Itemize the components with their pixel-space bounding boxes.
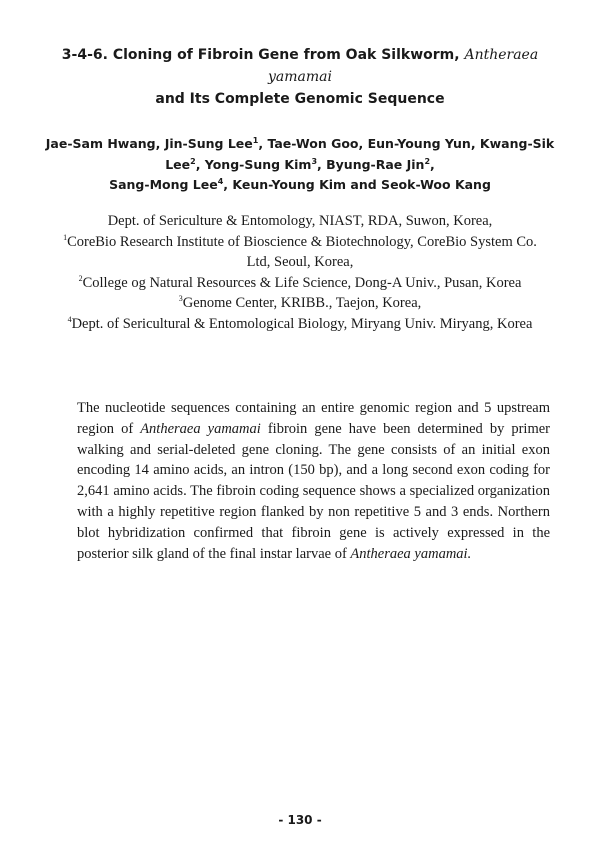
species-name: Antheraea yamamai bbox=[140, 420, 261, 437]
author-line-1: Jae-Sam Hwang, Jin-Sung Lee$^1$, Tae-Won Goo, Eun-Young Yun, Kwang-Sik bbox=[45, 135, 555, 151]
species-name: Antheraea yamamai. bbox=[350, 545, 472, 562]
author-line-2: Lee$^2$, Yong-Sung Kim$^3$, Byung-Rae Jin$^2$, bbox=[165, 156, 435, 172]
author-list bbox=[40, 134, 560, 196]
affiliation-line: $^4$Dept. of Sericultural & Entomological Biology, Miryang Univ. Miryang, Korea bbox=[67, 314, 533, 332]
paper-title bbox=[40, 44, 560, 110]
affiliation-line: Dept. of Sericulture & Entomology, NIAST, RDA, Suwon, Korea, bbox=[107, 213, 493, 229]
affiliation-list bbox=[40, 211, 560, 334]
page-number: - 130 - bbox=[278, 813, 322, 827]
title-species: Antheraea yamamai bbox=[268, 47, 539, 85]
affiliation-line: $^1$CoreBio Research Institute of Bioscience & Biotechnology, CoreBio System Co. bbox=[63, 232, 537, 250]
abstract-paragraph: The nucleotide sequences containing an entire genomic region and 5 upstream region of Antheraea yamamai fibroin gene have been determined by primer walking and serial-deleted gene cloning. The gene consists of an initial exon encoding 14 amino acids, an intron (150 bp), and a long second exon coding for 2,641 amino acids. The fibroin coding sequence shows a specialized organization with a highly repetitive region flanked by non repetitive 5 and 3 ends. Northern blot hybridization confirmed that fibroin gene is actively expressed in the posterior silk gland of the final instar larvae of Antheraea yamamai. bbox=[77, 400, 550, 562]
affiliation-line: $^3$Genome Center, KRIBB., Taejon, Korea, bbox=[178, 294, 422, 311]
author-line-3: Sang-Mong Lee$^4$, Keun-Young Kim and Seok-Woo Kang bbox=[109, 176, 491, 192]
title-line-2: and Its Complete Genomic Sequence bbox=[155, 91, 445, 107]
title-line-1: 3-4-6. Cloning of Fibroin Gene from Oak Silkworm, Antheraea yamamai bbox=[61, 47, 539, 85]
affiliation-line: $^2$College og Natural Resources & Life Science, Dong-A Univ., Pusan, Korea bbox=[78, 273, 522, 291]
affiliation-line: Ltd, Seoul, Korea, bbox=[246, 254, 354, 270]
